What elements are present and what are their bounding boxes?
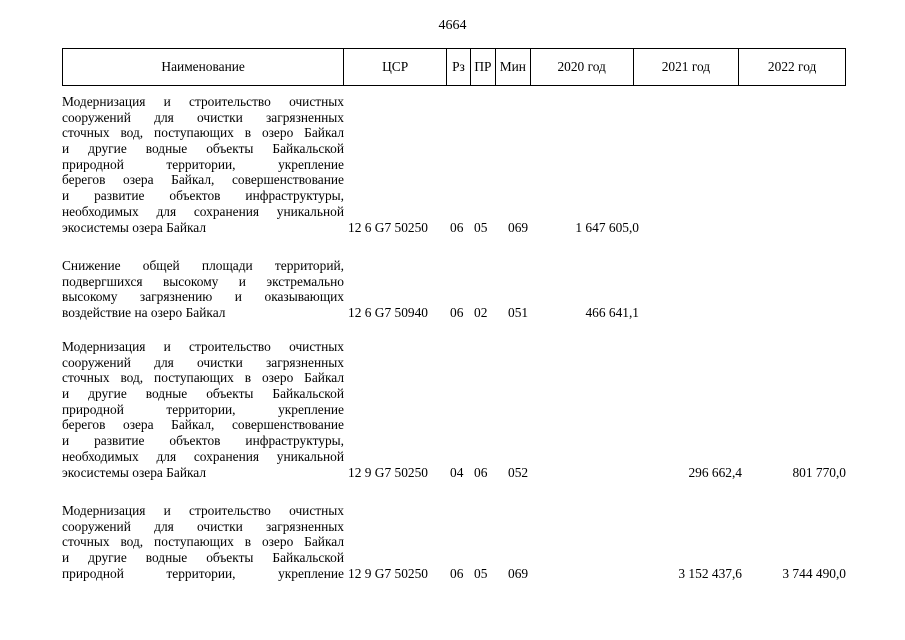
row-pr: 02 (474, 305, 488, 321)
header-pr: ПР (471, 49, 496, 85)
row-name-line: воздействие на озеро Байкал (62, 305, 226, 321)
row-2021: 296 662,4 (688, 464, 742, 480)
row-2021: 3 152 437,6 (678, 565, 742, 581)
table-header (62, 48, 846, 86)
table-row (62, 258, 862, 324)
row-name-line: сточных вод, поступающих в озеро Байкал (62, 370, 344, 386)
row-name-line: Модернизация и строительство очистных (62, 339, 344, 354)
row-name-line: Снижение общей площади территорий, (62, 258, 344, 273)
row-name-line: и другие водные объекты Байкальской (62, 386, 344, 402)
row-name-line: и развитие объектов инфраструктуры, (62, 433, 344, 449)
page-number: 4664 (438, 18, 467, 33)
row-name-line: природной территории, укрепление (62, 401, 344, 417)
row-name-line: и развитие объектов инфраструктуры, (62, 188, 344, 204)
row-name-line: Модернизация и строительство очистных (62, 94, 344, 109)
row-pr: 05 (474, 565, 488, 581)
row-rz: 06 (450, 565, 464, 581)
row-name (62, 94, 344, 235)
row-pr: 05 (474, 219, 488, 235)
row-2020: 466 641,1 (585, 305, 639, 321)
header-csr: ЦСР (344, 49, 447, 85)
header-2020: 2020 год (531, 49, 634, 85)
row-name-line: экосистемы озера Байкал (62, 464, 207, 480)
row-csr: 12 6 G7 50250 (348, 219, 428, 235)
row-csr: 12 9 G7 50250 (348, 464, 428, 480)
row-name-line: сооружений для очистки загрязненных (62, 518, 344, 534)
table-row (62, 339, 862, 491)
row-csr: 12 9 G7 50250 (348, 565, 428, 581)
row-name-line: природной территории, укрепление (62, 565, 344, 581)
row-2020: 1 647 605,0 (575, 219, 639, 235)
row-name-line: сточных вод, поступающих в озеро Байкал (62, 125, 344, 141)
table-row (62, 94, 862, 246)
row-name-line: сточных вод, поступающих в озеро Байкал (62, 534, 344, 550)
row-name-line: необходимых для сохранения уникальной (62, 203, 344, 219)
header-rz: Рз (447, 49, 471, 85)
row-name-line: природной территории, укрепление (62, 156, 344, 172)
row-rz: 06 (450, 305, 464, 321)
row-rz: 04 (450, 464, 464, 480)
header-2022: 2022 год (767, 59, 817, 74)
row-name-line: высокому загрязнению и оказывающих (62, 289, 344, 305)
row-min: 069 (508, 219, 529, 235)
row-min: 051 (508, 305, 529, 321)
row-name-line: берегов озера Байкал, совершенствование (62, 417, 344, 433)
row-name (62, 258, 344, 321)
row-min: 069 (508, 565, 529, 581)
row-2022: 3 744 490,0 (782, 565, 846, 581)
row-2022: 801 770,0 (792, 464, 846, 480)
row-name-line: экосистемы озера Байкал (62, 219, 207, 235)
row-name-line: Модернизация и строительство очистных (62, 503, 344, 518)
row-name-line: и другие водные объекты Байкальской (62, 550, 344, 566)
table-row (62, 503, 862, 585)
header-min: Мин (496, 49, 531, 85)
row-min: 052 (508, 464, 529, 480)
row-name-line: сооружений для очистки загрязненных (62, 354, 344, 370)
row-name (62, 503, 344, 581)
row-csr: 12 6 G7 50940 (348, 305, 428, 321)
row-name-line: необходимых для сохранения уникальной (62, 448, 344, 464)
row-name-line: и другие водные объекты Байкальской (62, 141, 344, 157)
header-name: Наименование (63, 49, 344, 85)
row-pr: 06 (474, 464, 488, 480)
row-name (62, 339, 344, 480)
row-name-line: подвергшихся высокому и экстремально (62, 273, 344, 289)
row-name-line: сооружений для очистки загрязненных (62, 109, 344, 125)
row-name-line: берегов озера Байкал, совершенствование (62, 172, 344, 188)
row-rz: 06 (450, 219, 464, 235)
header-2021: 2021 год (634, 49, 740, 85)
